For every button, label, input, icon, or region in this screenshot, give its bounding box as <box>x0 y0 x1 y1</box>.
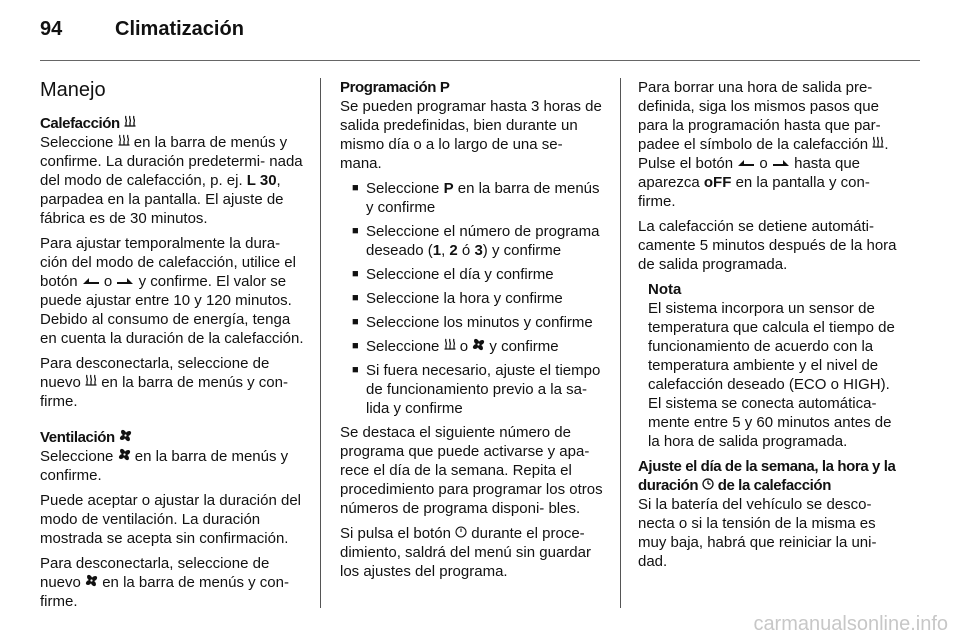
list-item: ■ Seleccione o y confirme <box>352 337 608 356</box>
note-text: El sistema incorpora un sensor de temperatura que calcula el tiempo de funcionamiento de acuerdo con la temperatura ambiente y el nivel de calefacción deseado (ECO o HIGH). El sistema se conecta automática- mente entre 5 y 60 minutos antes de la hora de salida programada. <box>648 300 895 450</box>
section-title: Manejo <box>40 79 106 101</box>
ventilation-paragraph-1: Seleccione en la barra de menús y confirme. <box>40 448 289 484</box>
fan-icon <box>118 447 131 466</box>
heating-icon <box>124 114 136 133</box>
programming-paragraph-1: Se pueden programar hasta 3 horas de salida predefinidas, bien durante un mismo día o a lo largo de una se- mana. <box>340 98 602 172</box>
programming-steps-list <box>340 179 608 418</box>
programming-paragraph-3: Si pulsa el botón durante el proce- dimiento, saldrá del menú sin guardar los ajustes del programa. <box>340 525 591 580</box>
column-1 <box>40 78 308 617</box>
fan-icon <box>119 428 132 447</box>
column-divider-1 <box>320 78 321 608</box>
heating-paragraph-3: Para desconectarla, seleccione de nuevo en la barra de menús y con- firme. <box>40 355 288 410</box>
fan-icon <box>472 337 485 356</box>
column-divider-2 <box>620 78 621 608</box>
heating-icon <box>118 133 130 152</box>
auto-stop-paragraph: La calefacción se detiene automáti- camente 5 minutos después de la hora de salida programada. <box>638 218 897 273</box>
list-item: ■ Seleccione la hora y confirme <box>352 289 608 308</box>
clock-icon <box>702 476 714 495</box>
list-item: ■ Seleccione el número de programa deseado (1, 2 ó 3) y confirme <box>352 222 608 260</box>
programming-paragraph-2: Se destaca el siguiente número de programa que puede activarse y apa- rece el día de la semana. Repita el procedimiento para programar los otros números de programa disponi- bles. <box>340 424 603 517</box>
list-item: ■ Seleccione P en la barra de menús y confirme <box>352 179 608 217</box>
programming-heading: Programación P <box>340 79 450 96</box>
heating-paragraph-2: Para ajustar temporalmente la dura- ción del modo de calefacción, utilice el botón o y confirme. El valor se puede ajustar entre 10 y 120 minutos. Debido al consumo de energía, tenga en cuenta la duración de la calefacción. <box>40 235 304 347</box>
set-day-heading: Ajuste el día de la semana, la hora y la duración de la calefacción <box>638 458 896 494</box>
heating-icon <box>85 373 97 392</box>
list-item: ■ Seleccione los minutos y confirme <box>352 313 608 332</box>
ventilation-paragraph-2: Puede aceptar o ajustar la duración del modo de ventilación. La duración mostrada se acepta sin confirmación. <box>40 492 302 547</box>
ventilation-heading: Ventilación <box>40 428 308 447</box>
list-item: ■ Seleccione el día y confirme <box>352 265 608 284</box>
delete-paragraph: Para borrar una hora de salida pre- definida, siga los mismos pasos que para la programación hasta que par- padee el símbolo de la calefacción . Pulse el botón o hasta que aparezca oFF en la pantalla y con- firme. <box>638 79 889 210</box>
note-block <box>638 280 904 451</box>
ventilation-paragraph-3: Para desconectarla, seleccione de nuevo en la barra de menús y con- firme. <box>40 555 289 610</box>
heating-icon <box>872 135 884 154</box>
heating-paragraph-1: Seleccione en la barra de menús y confirme. La duración predetermi- nada del modo de calefacción, p. ej. L 30, parpadea en la pantalla. El ajuste de fábrica es de 30 minutos. <box>40 134 303 227</box>
page-number: 94 <box>40 18 63 40</box>
list-item: ■ Si fuera necesario, ajuste el tiempo de funcionamiento previo a la sa- lida y confirme <box>352 361 608 418</box>
heating-heading: Calefacción <box>40 114 308 133</box>
watermark: carmanualsonline.info <box>753 613 948 635</box>
battery-paragraph: Si la batería del vehículo se desco- necta o si la tensión de la misma es muy baja, habrá que reiniciar la uni- dad. <box>638 496 877 570</box>
clock-icon <box>455 524 467 543</box>
note-title: Nota <box>648 281 682 298</box>
heating-icon <box>444 337 456 356</box>
page-title: Climatización <box>115 18 244 40</box>
page-header <box>40 18 920 48</box>
column-2 <box>340 78 608 587</box>
header-rule <box>40 60 920 61</box>
right-arrow-icon <box>116 272 134 291</box>
column-3 <box>638 78 904 577</box>
fan-icon <box>85 573 98 592</box>
right-arrow-icon <box>772 154 790 173</box>
left-arrow-icon <box>737 154 755 173</box>
left-arrow-icon <box>82 272 100 291</box>
